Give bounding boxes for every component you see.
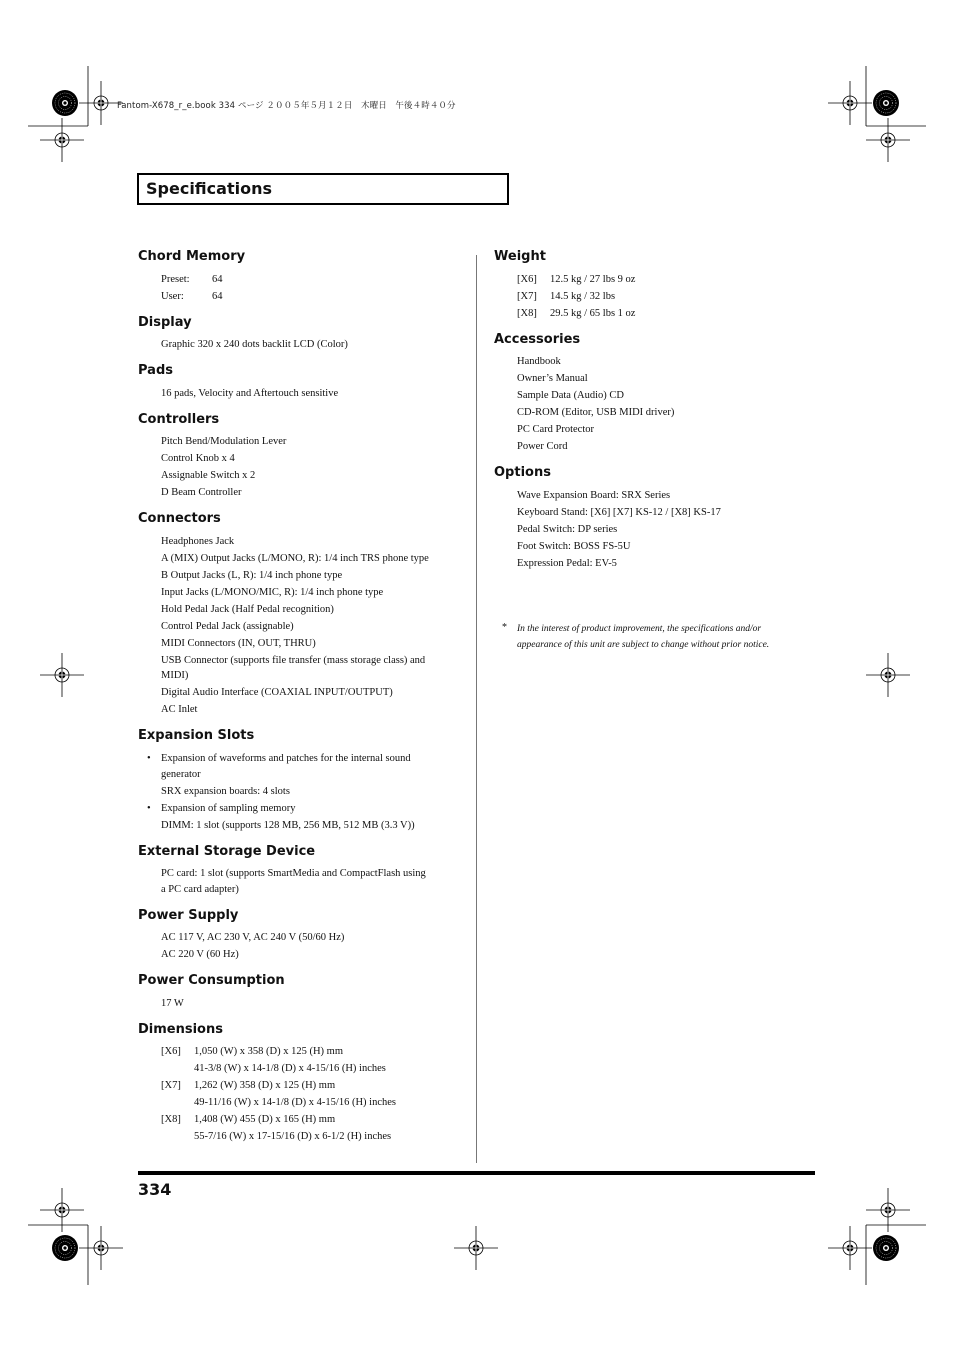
spec-line: Sample Data (Audio) CD [517,390,625,401]
weight-value: 14.5 kg / 32 lbs [550,291,616,302]
heading-controllers: Controllers [138,412,220,427]
spec-line: AC 220 V (60 Hz) [161,949,239,960]
bullet: • [147,753,151,764]
heading-connectors: Connectors [138,511,221,526]
note-line: In the interest of product improvement, the specifications and/or [517,624,762,634]
spec-line: AC Inlet [161,704,198,715]
page-number: 334 [138,1180,172,1199]
spec-line: D Beam Controller [161,487,242,498]
spec-line: Power Cord [517,441,568,452]
bottom-rule [138,1171,815,1175]
weight-value: 29.5 kg / 65 lbs 1 oz [550,308,636,319]
spec-line: Headphones Jack [161,536,235,547]
dimension-metric: 1,262 (W) 358 (D) x 125 (H) mm [194,1080,336,1091]
weight-model: [X7] [517,291,537,302]
heading-options: Options [494,465,551,480]
spec-line: USB Connector (supports file transfer (mass storage class) and [161,655,426,666]
dimension-model: [X7] [161,1080,181,1091]
spec-line: DIMM: 1 slot (supports 128 MB, 256 MB, 512 MB (3.3 V)) [161,820,415,831]
dimension-imperial: 55-7/16 (W) x 17-15/16 (D) x 6-1/2 (H) inches [194,1131,392,1142]
note-line: appearance of this unit are subject to change without prior notice. [517,640,770,650]
spec-line: Wave Expansion Board: SRX Series [517,490,671,501]
spec-line: generator [161,769,201,780]
spec-line: Input Jacks (L/MONO/MIC, R): 1/4 inch phone type [161,587,384,598]
spec-line: Digital Audio Interface (COAXIAL INPUT/OUTPUT) [161,687,393,698]
spec-line: Expansion of waveforms and patches for the internal sound [161,753,411,764]
page-title: Specifications [146,179,272,198]
spec-line: Graphic 320 x 240 dots backlit LCD (Color) [161,339,348,350]
weight-model: [X6] [517,274,537,285]
chord-memory-label: Preset: [161,274,190,285]
spec-line: Handbook [517,356,561,367]
heading-weight: Weight [494,249,546,264]
spec-line: PC Card Protector [517,424,594,435]
note-asterisk: * [502,622,507,633]
heading-pads: Pads [138,363,173,378]
heading-display: Display [138,315,192,330]
chord-memory-label: User: [161,291,184,302]
spec-line: MIDI) [161,670,189,681]
dimension-model: [X6] [161,1046,181,1057]
heading-dimensions: Dimensions [138,1022,223,1037]
spec-line: SRX expansion boards: 4 slots [161,786,290,797]
heading-power-supply: Power Supply [138,908,239,923]
dimension-metric: 1,408 (W) 455 (D) x 165 (H) mm [194,1114,336,1125]
dimension-metric: 1,050 (W) x 358 (D) x 125 (H) mm [194,1046,344,1057]
dimension-imperial: 49-11/16 (W) x 14-1/8 (D) x 4-15/16 (H) inches [194,1097,396,1108]
spec-line: Control Knob x 4 [161,453,235,464]
spec-line: 16 pads, Velocity and Aftertouch sensitive [161,388,339,399]
spec-line: Expansion of sampling memory [161,803,296,814]
spec-line: PC card: 1 slot (supports SmartMedia and CompactFlash using [161,868,426,879]
spec-line: 17 W [161,998,184,1009]
heading-power-consumption: Power Consumption [138,973,285,988]
spec-line: B Output Jacks (L, R): 1/4 inch phone type [161,570,343,581]
spec-line: CD-ROM (Editor, USB MIDI driver) [517,407,675,418]
spec-line: a PC card adapter) [161,884,239,895]
chord-memory-value: 64 [212,291,223,302]
dimension-model: [X8] [161,1114,181,1125]
heading-chord-memory: Chord Memory [138,249,246,264]
bullet: • [147,803,151,814]
spec-line: Pitch Bend/Modulation Lever [161,436,287,447]
spec-line: Pedal Switch: DP series [517,524,618,535]
chord-memory-value: 64 [212,274,223,285]
spec-line: Expression Pedal: EV-5 [517,558,617,569]
spec-line: Hold Pedal Jack (Half Pedal recognition) [161,604,334,615]
spec-line: A (MIX) Output Jacks (L/MONO, R): 1/4 inch TRS phone type [161,553,429,564]
spec-line: AC 117 V, AC 230 V, AC 240 V (50/60 Hz) [161,932,345,943]
spec-line: Control Pedal Jack (assignable) [161,621,294,632]
spec-line: Owner’s Manual [517,373,588,384]
weight-model: [X8] [517,308,537,319]
spec-line: MIDI Connectors (IN, OUT, THRU) [161,638,316,649]
weight-value: 12.5 kg / 27 lbs 9 oz [550,274,636,285]
spec-line: Assignable Switch x 2 [161,470,256,481]
spec-line: Foot Switch: BOSS FS-5U [517,541,631,552]
heading-expansion-slots: Expansion Slots [138,728,255,743]
heading-external-storage: External Storage Device [138,844,316,859]
spec-line: Keyboard Stand: [X6] [X7] KS-12 / [X8] KS-17 [517,507,721,518]
column-divider [476,255,477,1163]
dimension-imperial: 41-3/8 (W) x 14-1/8 (D) x 4-15/16 (H) inches [194,1063,386,1074]
print-header: Fantom-X678_r_e.book 334 ページ ２００５年５月１２日 木曜日 午後４時４０分 [117,101,456,111]
page-title-box [137,173,509,205]
heading-accessories: Accessories [494,332,581,347]
